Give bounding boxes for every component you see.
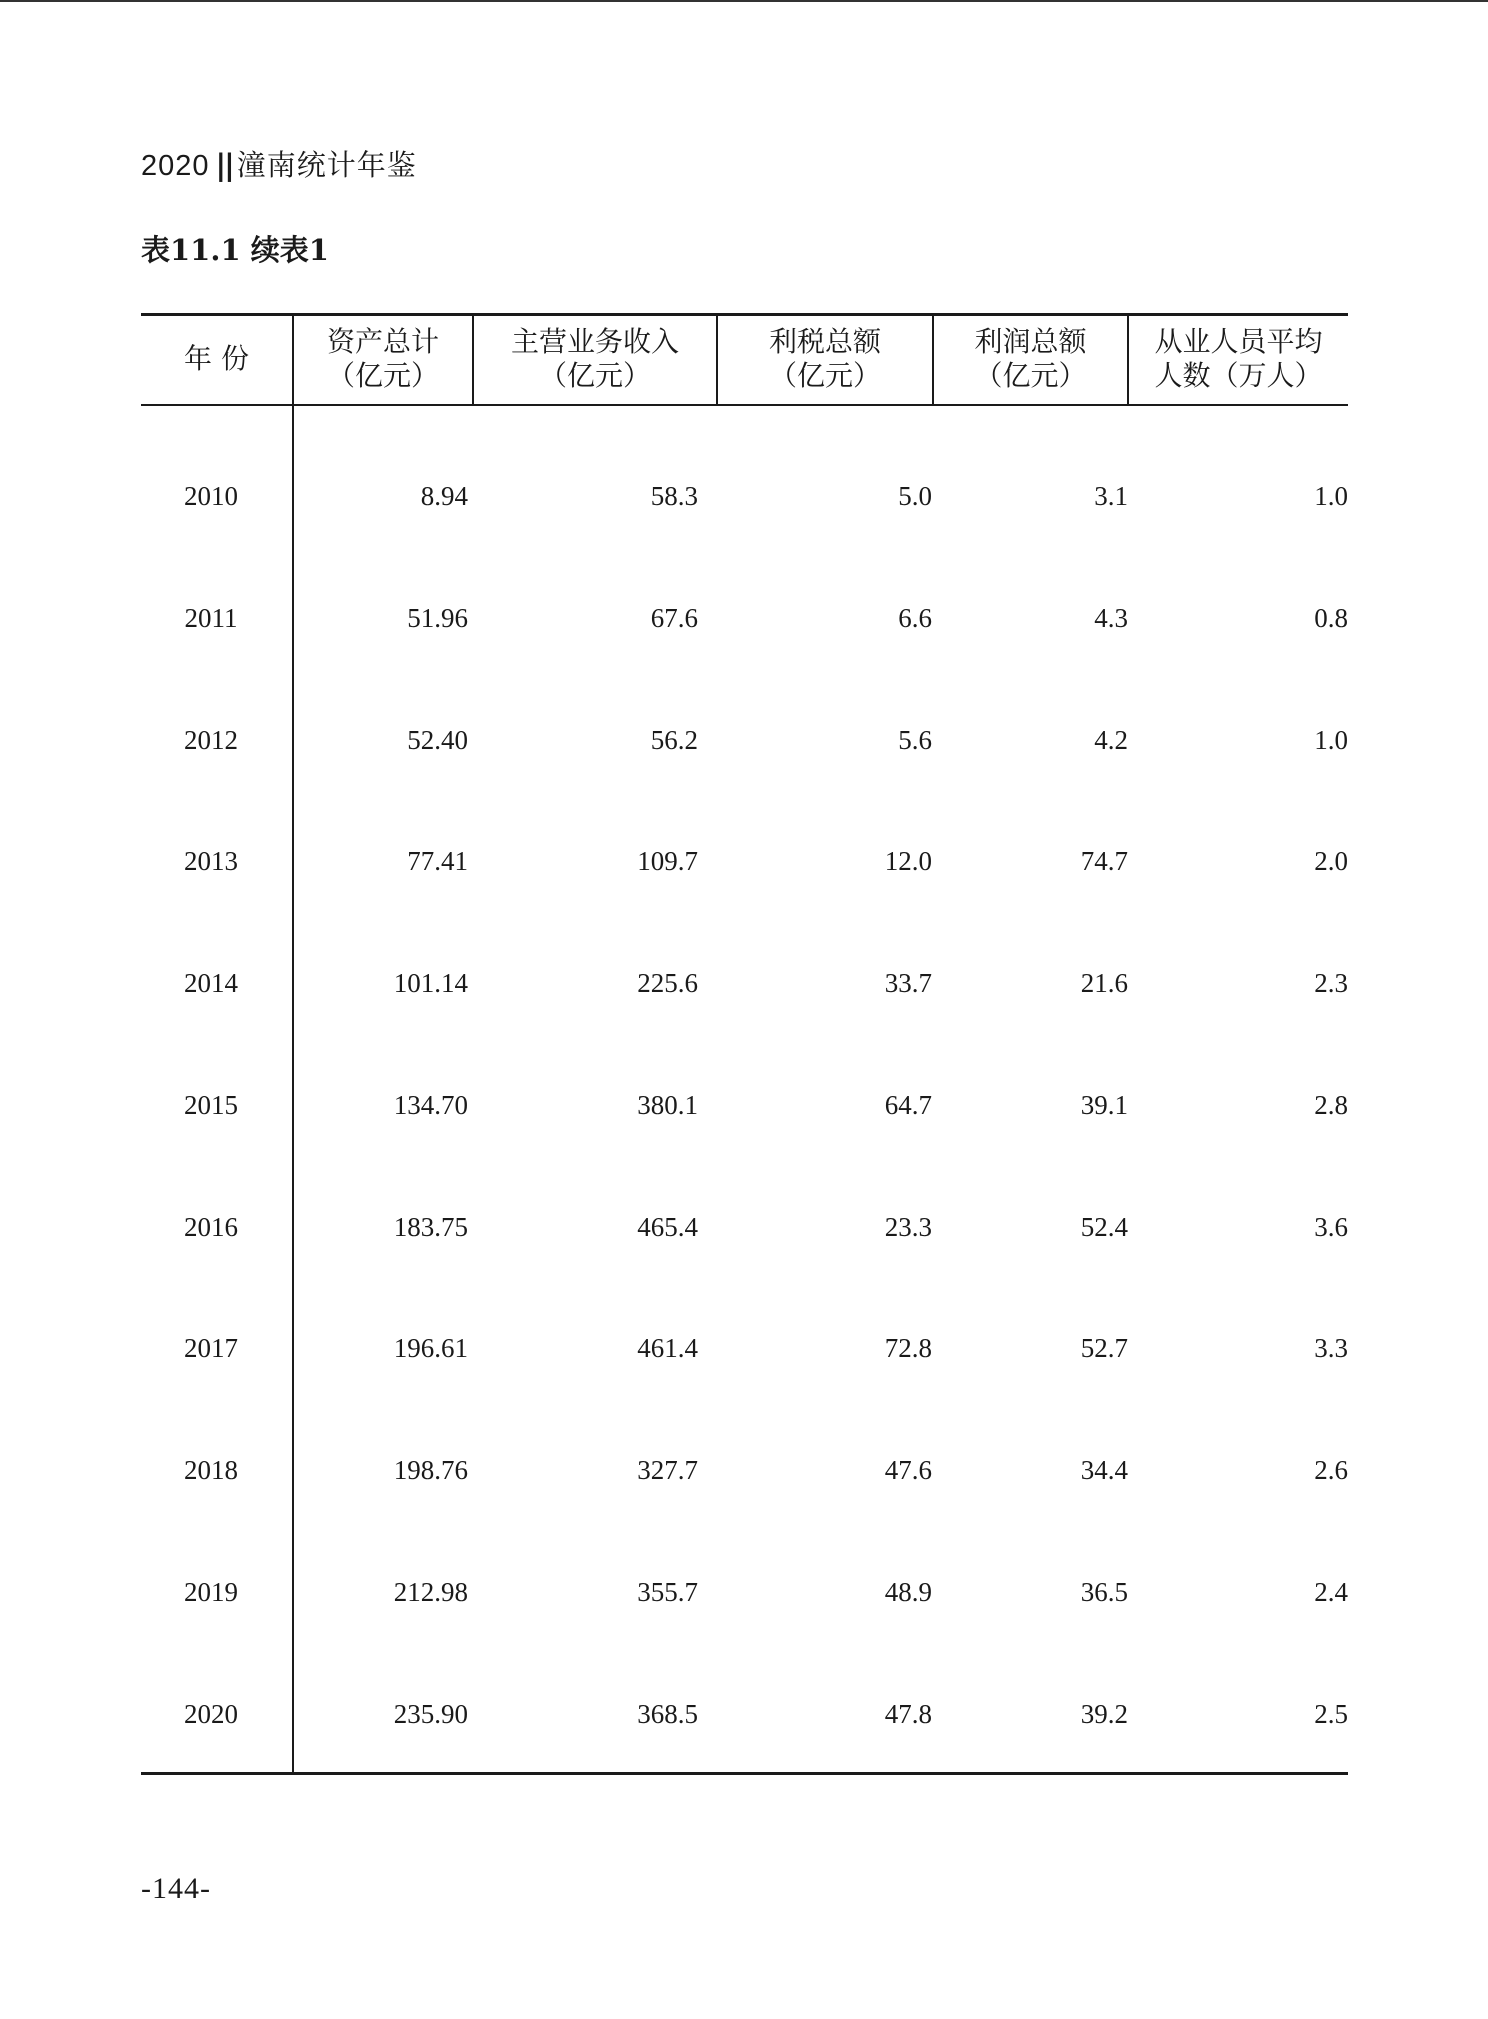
header-assets [294, 325, 472, 393]
cell-revenue: 380.1 [637, 1090, 698, 1120]
cell-year: 2012 [184, 725, 238, 755]
cell-revenue: 327.7 [637, 1455, 698, 1485]
header-year-label: 年 份 [184, 342, 249, 375]
cell-revenue: 225.6 [637, 968, 698, 998]
table-row [141, 841, 1348, 881]
cell-tax-profit: 64.7 [884, 1090, 932, 1120]
table-row [141, 1207, 1348, 1247]
header-assets-line1: 资产总计 [326, 325, 439, 358]
page-number: -144- [141, 1872, 211, 1905]
cell-year: 2020 [184, 1699, 238, 1729]
cell-employees: 1.0 [1314, 481, 1348, 511]
cell-employees: 3.3 [1314, 1333, 1348, 1363]
cell-employees: 2.4 [1314, 1577, 1348, 1607]
cell-tax-profit: 12.0 [884, 846, 932, 876]
stub-column-divider [292, 316, 294, 1772]
table-row [141, 1085, 1348, 1125]
header-year [141, 342, 292, 376]
header-revenue [474, 325, 716, 393]
cell-profit: 4.3 [1094, 603, 1128, 633]
cell-year: 2013 [184, 846, 238, 876]
cell-profit: 3.1 [1094, 481, 1128, 511]
cell-revenue: 355.7 [637, 1577, 698, 1607]
cell-tax-profit: 48.9 [884, 1577, 932, 1607]
cell-tax-profit: 5.0 [898, 481, 932, 511]
cell-employees: 2.5 [1314, 1699, 1348, 1729]
header-profit [934, 325, 1127, 393]
cell-assets: 77.41 [407, 846, 468, 876]
cell-profit: 39.1 [1080, 1090, 1128, 1120]
cell-revenue: 67.6 [650, 603, 698, 633]
cell-employees: 3.6 [1314, 1212, 1348, 1242]
cell-profit: 52.4 [1080, 1212, 1128, 1242]
cell-revenue: 465.4 [637, 1212, 698, 1242]
cell-tax-profit: 23.3 [884, 1212, 932, 1242]
table-row [141, 1572, 1348, 1612]
table-row [141, 1450, 1348, 1490]
cell-employees: 2.8 [1314, 1090, 1348, 1120]
table-row [141, 1328, 1348, 1368]
cell-tax-profit: 72.8 [884, 1333, 932, 1363]
header-profit-line2: （亿元） [974, 359, 1087, 392]
cell-profit: 21.6 [1080, 968, 1128, 998]
cell-tax-profit: 33.7 [884, 968, 932, 998]
header-employees-line2: 人数（万人） [1154, 359, 1323, 392]
cell-profit: 36.5 [1080, 1577, 1128, 1607]
cell-year: 2011 [184, 603, 238, 633]
table-top-rule [141, 313, 1348, 316]
cell-assets: 198.76 [393, 1455, 468, 1485]
header-tax-profit-line1: 利税总额 [768, 325, 881, 358]
cell-revenue: 109.7 [637, 846, 698, 876]
header-assets-line2: （亿元） [326, 359, 439, 392]
header-employees [1129, 325, 1348, 393]
cell-profit: 39.2 [1080, 1699, 1128, 1729]
cell-assets: 51.96 [407, 603, 468, 633]
running-head-title: 潼南统计年鉴 [236, 148, 417, 182]
cell-revenue: 368.5 [637, 1699, 698, 1729]
cell-tax-profit: 47.8 [884, 1699, 932, 1729]
cell-revenue: 461.4 [637, 1333, 698, 1363]
cell-assets: 134.70 [393, 1090, 468, 1120]
running-head-year: 2020 [141, 150, 210, 182]
cell-year: 2019 [184, 1577, 238, 1607]
table-row [141, 598, 1348, 638]
separator-bars: || [215, 148, 233, 182]
header-revenue-line1: 主营业务收入 [510, 325, 679, 358]
cell-assets: 212.98 [393, 1577, 468, 1607]
cell-assets: 183.75 [393, 1212, 468, 1242]
cell-profit: 34.4 [1080, 1455, 1128, 1485]
page-top-border [0, 0, 1488, 2]
table-row [141, 963, 1348, 1003]
cell-tax-profit: 47.6 [884, 1455, 932, 1485]
header-employees-line1: 从业人员平均 [1154, 325, 1323, 358]
cell-assets: 196.61 [393, 1333, 468, 1363]
table-row [141, 1694, 1348, 1734]
cell-profit: 74.7 [1080, 846, 1128, 876]
table-row [141, 476, 1348, 516]
header-revenue-line2: （亿元） [538, 359, 651, 392]
cell-year: 2017 [184, 1333, 238, 1363]
cell-year: 2014 [184, 968, 238, 998]
cell-assets: 235.90 [393, 1699, 468, 1729]
cell-assets: 8.94 [420, 481, 468, 511]
statistics-table [141, 313, 1348, 1775]
cell-employees: 2.0 [1314, 846, 1348, 876]
cell-year: 2018 [184, 1455, 238, 1485]
running-head [141, 143, 417, 184]
cell-profit: 4.2 [1094, 725, 1128, 755]
cell-employees: 0.8 [1314, 603, 1348, 633]
table-row [141, 720, 1348, 760]
table-title: 表11.1 续表1 [141, 233, 329, 267]
cell-employees: 2.3 [1314, 968, 1348, 998]
cell-year: 2010 [184, 481, 238, 511]
table-bottom-rule [141, 1772, 1348, 1775]
header-tax-profit [718, 325, 932, 393]
cell-employees: 2.6 [1314, 1455, 1348, 1485]
cell-assets: 101.14 [393, 968, 468, 998]
cell-profit: 52.7 [1080, 1333, 1128, 1363]
header-tax-profit-line2: （亿元） [768, 359, 881, 392]
cell-tax-profit: 5.6 [898, 725, 932, 755]
cell-assets: 52.40 [407, 725, 468, 755]
cell-employees: 1.0 [1314, 725, 1348, 755]
cell-revenue: 56.2 [650, 725, 698, 755]
cell-tax-profit: 6.6 [898, 603, 932, 633]
header-profit-line1: 利润总额 [974, 325, 1087, 358]
cell-revenue: 58.3 [650, 481, 698, 511]
cell-year: 2016 [184, 1212, 238, 1242]
table-header-rule [141, 404, 1348, 406]
cell-year: 2015 [184, 1090, 238, 1120]
